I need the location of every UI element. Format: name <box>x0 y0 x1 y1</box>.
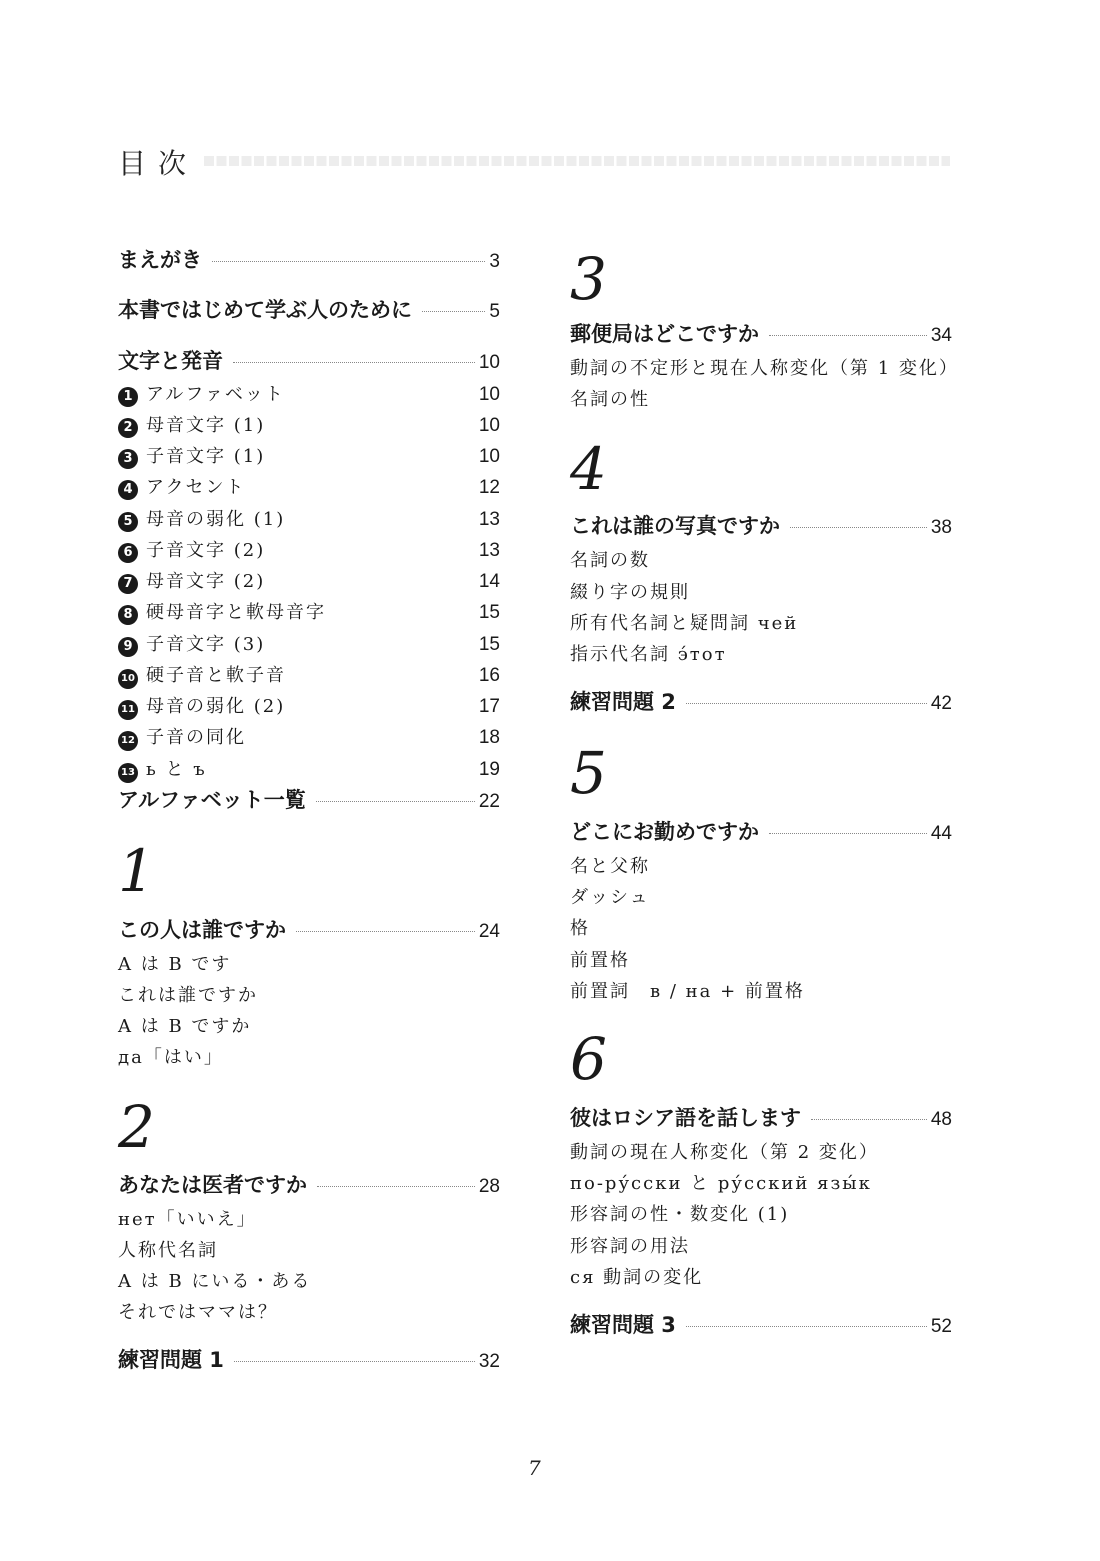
toc-entry-label: 練習問題 1 <box>118 1348 224 1372</box>
circled-number-icon: 1 <box>118 387 138 407</box>
circled-number-icon: 3 <box>118 449 138 469</box>
toc-topic[interactable]: 前置格 <box>570 950 630 971</box>
toc-page-number: 14 <box>478 571 500 592</box>
toc-topic[interactable]: これは誰ですか <box>118 985 258 1006</box>
toc-subentry-label: アクセント <box>146 477 246 498</box>
toc-subentry-label: 母音文字 (1) <box>146 415 266 436</box>
toc-subentry-label: 子音文字 (1) <box>146 446 266 467</box>
circled-number-icon: 13 <box>118 763 138 783</box>
toc-topic[interactable]: 人称代名詞 <box>118 1240 218 1261</box>
toc-page-number: 16 <box>478 665 500 686</box>
circled-number-icon: 4 <box>118 480 138 500</box>
page-number-footer: 7 <box>528 1456 541 1480</box>
toc-page-number: 44 <box>930 823 952 844</box>
chapter-number: 5 <box>570 739 607 807</box>
dot-leader <box>234 1361 475 1362</box>
toc-entry-label: まえがき <box>118 248 202 272</box>
toc-subentry-label: 母音の弱化 (1) <box>146 509 286 530</box>
toc-subentry-label: 子音文字 (3) <box>146 634 266 655</box>
toc-topic[interactable]: 名詞の数 <box>570 550 650 571</box>
toc-subentry[interactable] <box>118 380 500 407</box>
circled-number-icon: 5 <box>118 512 138 532</box>
dot-leader <box>769 833 927 834</box>
toc-topic[interactable]: 格 <box>570 918 590 939</box>
toc-page-number: 17 <box>478 696 500 717</box>
dot-leader <box>212 261 485 262</box>
dot-leader <box>790 527 927 528</box>
chapter-number: 4 <box>570 435 607 503</box>
toc-topic[interactable]: по-ру́сски と ру́сский язы́к <box>570 1173 872 1194</box>
toc-page-number: 13 <box>478 540 500 561</box>
toc-topic[interactable]: それではママは？ <box>118 1302 278 1323</box>
toc-entry-for-beginners[interactable] <box>118 294 500 324</box>
dot-leader <box>233 362 475 363</box>
dot-leader <box>422 311 485 312</box>
toc-entry-chapter-1[interactable] <box>118 914 500 944</box>
toc-subentry-label: 母音の弱化 (2) <box>146 696 286 717</box>
toc-subentry[interactable] <box>118 723 500 751</box>
toc-page-number: 22 <box>478 791 500 812</box>
circled-number-icon: 6 <box>118 543 138 563</box>
toc-page-number: 10 <box>478 352 500 373</box>
toc-entry-chapter-5[interactable] <box>570 816 952 846</box>
toc-subentry[interactable] <box>118 536 500 563</box>
toc-subentry[interactable] <box>118 442 500 469</box>
toc-subentry-label: アルファベット <box>146 384 285 405</box>
toc-entry-chapter-6[interactable] <box>570 1102 952 1132</box>
toc-subentry-label: 子音の同化 <box>146 727 246 748</box>
toc-topic[interactable]: 名詞の性 <box>570 389 650 410</box>
toc-entry-exercise-1[interactable] <box>118 1344 500 1374</box>
chapter-number: 1 <box>118 837 155 905</box>
toc-page-number: 42 <box>930 693 952 714</box>
toc-page-number: 10 <box>478 384 500 405</box>
toc-entry-letters-pronunciation[interactable] <box>118 345 500 375</box>
toc-entry-label: 練習問題 2 <box>570 690 676 714</box>
dot-leader <box>686 703 927 704</box>
toc-entry-preface[interactable] <box>118 244 500 274</box>
toc-topic[interactable]: 形容詞の性・数変化 (1) <box>570 1204 790 1225</box>
toc-entry-label: どこにお勤めですか <box>570 820 759 844</box>
toc-page-number: 48 <box>930 1109 952 1130</box>
toc-page-number: 52 <box>930 1316 952 1337</box>
title-decorative-bar <box>204 156 950 166</box>
toc-entry-exercise-2[interactable] <box>570 686 952 716</box>
chapter-number: 2 <box>118 1093 155 1161</box>
circled-number-icon: 12 <box>118 731 138 751</box>
page-title: 目次 <box>118 147 199 180</box>
toc-subentry-label: 母音文字 (2) <box>146 571 266 592</box>
toc-entry-label: あなたは医者ですか <box>118 1173 307 1197</box>
dot-leader <box>317 1186 475 1187</box>
toc-page-number: 15 <box>478 634 500 655</box>
toc-entry-label: 彼はロシア語を話します <box>570 1106 801 1130</box>
toc-page-number: 5 <box>489 301 500 322</box>
toc-subentry-label: ь と ъ <box>146 759 207 780</box>
toc-subentry[interactable] <box>118 661 500 689</box>
dot-leader <box>686 1326 927 1327</box>
toc-entry-label: これは誰の写真ですか <box>570 514 780 538</box>
circled-number-icon: 2 <box>118 418 138 438</box>
toc-subentry-label: 子音文字 (2) <box>146 540 266 561</box>
toc-entry-alphabet-list[interactable] <box>118 784 500 814</box>
toc-page-number: 10 <box>478 415 500 436</box>
toc-page-number: 13 <box>478 509 500 530</box>
circled-number-icon: 7 <box>118 574 138 594</box>
toc-entry-label: 郵便局はどこですか <box>570 322 759 346</box>
toc-subentry[interactable] <box>118 567 500 594</box>
toc-topic[interactable]: A は B です <box>118 954 232 975</box>
toc-page-number: 19 <box>478 759 500 780</box>
toc-entry-exercise-3[interactable] <box>570 1309 952 1339</box>
toc-topic[interactable]: 前置詞 в / на + 前置格 <box>570 981 805 1002</box>
toc-entry-label: 文字と発音 <box>118 349 223 373</box>
toc-subentry[interactable] <box>118 630 500 657</box>
toc-topic[interactable]: A は B ですか <box>118 1016 252 1037</box>
dot-leader <box>811 1119 927 1120</box>
toc-subentry[interactable] <box>118 473 500 500</box>
circled-number-icon: 11 <box>118 700 138 720</box>
toc-page-number: 34 <box>930 325 952 346</box>
toc-page-number: 38 <box>930 517 952 538</box>
toc-subentry[interactable] <box>118 411 500 438</box>
toc-topic[interactable]: 名と父称 <box>570 856 650 877</box>
toc-page-number: 24 <box>478 921 500 942</box>
toc-entry-chapter-2[interactable] <box>118 1169 500 1199</box>
toc-subentry[interactable] <box>118 505 500 532</box>
toc-subentry-label: 硬母音字と軟母音字 <box>146 602 326 623</box>
toc-topic[interactable]: 動詞の不定形と現在人称変化（第 1 変化） <box>570 358 959 379</box>
toc-page-number: 28 <box>478 1176 500 1197</box>
toc-entry-label: アルファベット一覧 <box>118 788 306 812</box>
toc-entry-label: 本書ではじめて学ぶ人のために <box>118 298 412 322</box>
toc-topic[interactable]: ダッシュ <box>570 887 650 908</box>
toc-page-number: 18 <box>478 727 500 748</box>
circled-number-icon: 9 <box>118 637 138 657</box>
toc-subentry[interactable] <box>118 755 500 783</box>
toc-topic[interactable]: нет「いいえ」 <box>118 1209 257 1230</box>
chapter-number: 6 <box>570 1025 607 1093</box>
toc-topic[interactable]: 動詞の現在人称変化（第 2 変化） <box>570 1142 879 1163</box>
toc-topic[interactable]: 綴り字の規則 <box>570 582 690 603</box>
toc-page-number: 15 <box>478 602 500 623</box>
dot-leader <box>296 931 475 932</box>
toc-entry-chapter-4[interactable] <box>570 510 952 540</box>
circled-number-icon: 10 <box>118 669 138 689</box>
toc-entry-label: 練習問題 3 <box>570 1313 676 1337</box>
toc-page-number: 3 <box>489 251 500 272</box>
toc-topic[interactable]: A は B にいる・ある <box>118 1271 312 1292</box>
toc-subentry[interactable] <box>118 598 500 625</box>
circled-number-icon: 8 <box>118 605 138 625</box>
toc-topic[interactable]: да「はい」 <box>118 1047 224 1068</box>
toc-page-number: 32 <box>478 1351 500 1372</box>
toc-entry-label: この人は誰ですか <box>118 918 286 942</box>
chapter-number: 3 <box>570 245 607 313</box>
dot-leader <box>316 801 475 802</box>
toc-entry-chapter-3[interactable] <box>570 318 952 348</box>
toc-topic[interactable]: 形容詞の用法 <box>570 1236 690 1257</box>
dot-leader <box>769 335 927 336</box>
toc-page-number: 10 <box>478 446 500 467</box>
toc-subentry-label: 硬子音と軟子音 <box>146 665 286 686</box>
toc-topic[interactable]: 所有代名詞と疑問詞 чей <box>570 613 799 634</box>
toc-subentry[interactable] <box>118 692 500 720</box>
toc-topic[interactable]: 指示代名詞 э́тот <box>570 644 727 665</box>
toc-page-number: 12 <box>478 477 500 498</box>
toc-topic[interactable]: ся 動詞の変化 <box>570 1267 704 1288</box>
